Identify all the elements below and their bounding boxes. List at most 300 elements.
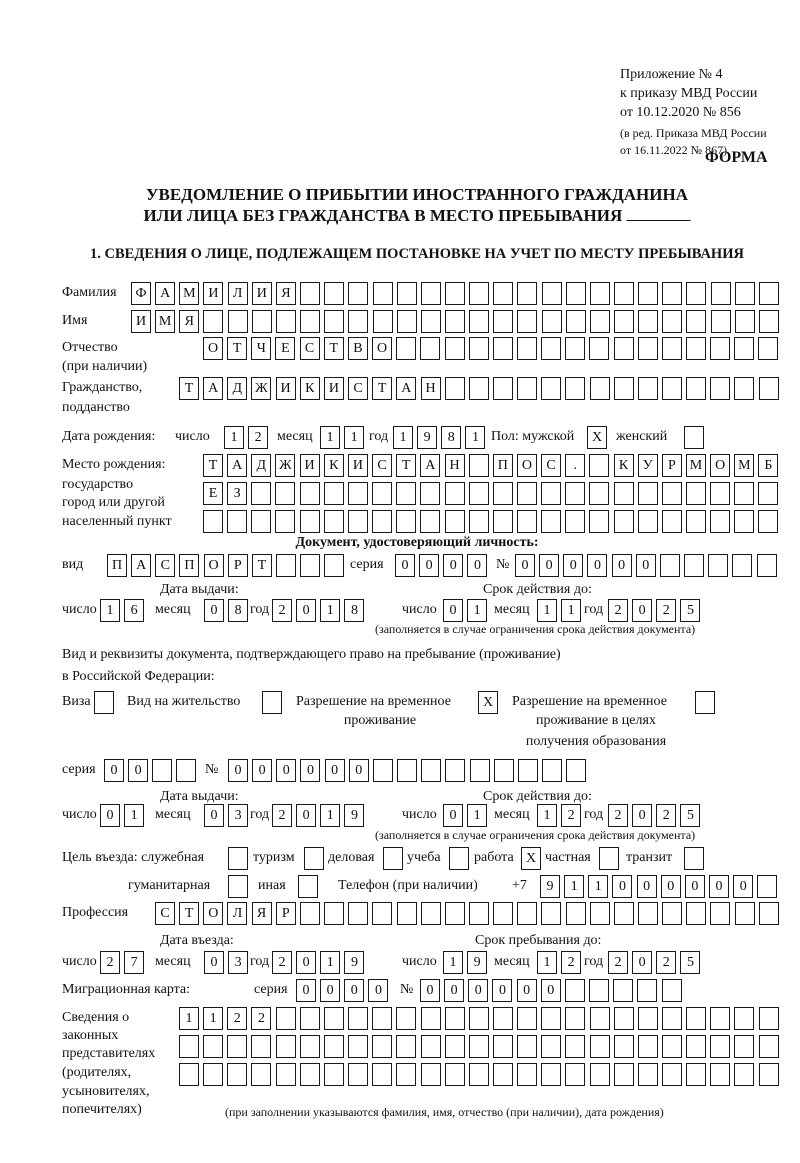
char-cell[interactable]	[708, 554, 728, 577]
char-cell[interactable]	[638, 337, 658, 360]
char-cell[interactable]	[324, 282, 344, 305]
char-cell[interactable]: 0	[420, 979, 440, 1002]
char-cell[interactable]	[735, 310, 755, 333]
char-cell[interactable]	[565, 482, 585, 505]
char-cell[interactable]: Н	[421, 377, 441, 400]
char-cell[interactable]	[662, 1063, 682, 1086]
char-cell[interactable]	[589, 482, 609, 505]
char-cell[interactable]	[637, 979, 657, 1002]
char-cell[interactable]	[517, 282, 537, 305]
char-cell[interactable]: 0	[204, 951, 224, 974]
char-cell[interactable]	[517, 1063, 537, 1086]
char-cell[interactable]	[638, 377, 658, 400]
char-cell[interactable]: 9	[467, 951, 487, 974]
char-cell[interactable]: А	[131, 554, 151, 577]
char-cell[interactable]: П	[107, 554, 127, 577]
char-cell[interactable]	[251, 1063, 271, 1086]
char-cell[interactable]: 0	[515, 554, 535, 577]
char-cell[interactable]: И	[324, 377, 344, 400]
char-cell[interactable]	[397, 282, 417, 305]
char-cell[interactable]: 1	[465, 426, 485, 449]
char-cell[interactable]	[710, 1063, 730, 1086]
char-cell[interactable]	[252, 310, 272, 333]
char-cell[interactable]: О	[203, 902, 223, 925]
char-cell[interactable]	[614, 1035, 634, 1058]
char-cell[interactable]: Р	[228, 554, 248, 577]
char-cell[interactable]	[734, 377, 754, 400]
char-cell[interactable]	[469, 282, 489, 305]
char-cell[interactable]: В	[348, 337, 368, 360]
char-cell[interactable]	[638, 1063, 658, 1086]
char-cell[interactable]	[397, 902, 417, 925]
char-cell[interactable]	[759, 1007, 779, 1030]
char-cell[interactable]: 1	[443, 951, 463, 974]
char-cell[interactable]	[542, 282, 562, 305]
char-cell[interactable]	[638, 310, 658, 333]
char-cell[interactable]	[759, 377, 779, 400]
char-cell[interactable]: 0	[296, 979, 316, 1002]
char-cell[interactable]: 0	[541, 979, 561, 1002]
char-cell[interactable]	[372, 1035, 392, 1058]
char-cell[interactable]: 2	[251, 1007, 271, 1030]
char-cell[interactable]: Т	[396, 454, 416, 477]
char-cell[interactable]	[735, 282, 755, 305]
char-cell[interactable]	[565, 979, 585, 1002]
char-cell[interactable]: 0	[733, 875, 753, 898]
char-cell[interactable]	[565, 1035, 585, 1058]
char-cell[interactable]	[638, 510, 658, 533]
char-cell[interactable]	[276, 554, 296, 577]
char-cell[interactable]	[734, 1035, 754, 1058]
char-cell[interactable]	[638, 482, 658, 505]
char-cell[interactable]: 2	[248, 426, 268, 449]
checkbox-cell[interactable]	[298, 875, 318, 898]
char-cell[interactable]: Ж	[275, 454, 295, 477]
char-cell[interactable]: 9	[344, 951, 364, 974]
char-cell[interactable]: Т	[203, 454, 223, 477]
char-cell[interactable]: Т	[372, 377, 392, 400]
char-cell[interactable]: 0	[276, 759, 296, 782]
char-cell[interactable]: Д	[227, 377, 247, 400]
char-cell[interactable]	[300, 1007, 320, 1030]
char-cell[interactable]: 8	[344, 599, 364, 622]
char-cell[interactable]: 0	[468, 979, 488, 1002]
char-cell[interactable]	[590, 1063, 610, 1086]
char-cell[interactable]: Ж	[251, 377, 271, 400]
checkbox-cell[interactable]	[695, 691, 715, 714]
char-cell[interactable]	[614, 282, 634, 305]
char-cell[interactable]	[300, 482, 320, 505]
char-cell[interactable]: С	[348, 377, 368, 400]
char-cell[interactable]	[348, 1007, 368, 1030]
char-cell[interactable]	[686, 482, 706, 505]
char-cell[interactable]	[565, 1063, 585, 1086]
char-cell[interactable]	[686, 510, 706, 533]
checkbox-cell[interactable]	[684, 847, 704, 870]
char-cell[interactable]	[518, 759, 538, 782]
char-cell[interactable]: 1	[320, 804, 340, 827]
char-cell[interactable]	[276, 1035, 296, 1058]
char-cell[interactable]: 2	[561, 951, 581, 974]
char-cell[interactable]	[614, 1063, 634, 1086]
char-cell[interactable]: 0	[443, 554, 463, 577]
char-cell[interactable]	[445, 282, 465, 305]
char-cell[interactable]	[614, 510, 634, 533]
char-cell[interactable]	[372, 482, 392, 505]
char-cell[interactable]: И	[276, 377, 296, 400]
char-cell[interactable]	[372, 1063, 392, 1086]
char-cell[interactable]: Л	[227, 902, 247, 925]
char-cell[interactable]: 1	[537, 951, 557, 974]
char-cell[interactable]	[541, 482, 561, 505]
char-cell[interactable]	[420, 510, 440, 533]
char-cell[interactable]	[662, 510, 682, 533]
char-cell[interactable]	[469, 1063, 489, 1086]
char-cell[interactable]	[758, 482, 778, 505]
char-cell[interactable]	[445, 1063, 465, 1086]
char-cell[interactable]	[542, 310, 562, 333]
char-cell[interactable]	[517, 1035, 537, 1058]
char-cell[interactable]: 2	[656, 951, 676, 974]
checkbox-cell[interactable]	[684, 426, 704, 449]
char-cell[interactable]	[176, 759, 196, 782]
char-cell[interactable]	[493, 482, 513, 505]
char-cell[interactable]	[300, 282, 320, 305]
char-cell[interactable]: И	[300, 454, 320, 477]
char-cell[interactable]: 0	[636, 554, 656, 577]
char-cell[interactable]: 1	[124, 804, 144, 827]
char-cell[interactable]: 0	[587, 554, 607, 577]
char-cell[interactable]	[493, 902, 513, 925]
char-cell[interactable]	[662, 282, 682, 305]
char-cell[interactable]	[541, 1063, 561, 1086]
char-cell[interactable]: 7	[124, 951, 144, 974]
char-cell[interactable]	[759, 1063, 779, 1086]
char-cell[interactable]	[541, 337, 561, 360]
char-cell[interactable]	[734, 337, 754, 360]
char-cell[interactable]: А	[227, 454, 247, 477]
char-cell[interactable]: Н	[445, 454, 465, 477]
char-cell[interactable]: И	[252, 282, 272, 305]
char-cell[interactable]	[517, 482, 537, 505]
char-cell[interactable]	[710, 482, 730, 505]
char-cell[interactable]	[324, 902, 344, 925]
char-cell[interactable]	[734, 1063, 754, 1086]
char-cell[interactable]: 3	[228, 804, 248, 827]
char-cell[interactable]	[517, 1007, 537, 1030]
checkbox-cell[interactable]: X	[521, 847, 541, 870]
char-cell[interactable]	[662, 482, 682, 505]
char-cell[interactable]	[493, 510, 513, 533]
char-cell[interactable]	[734, 1007, 754, 1030]
char-cell[interactable]	[227, 510, 247, 533]
char-cell[interactable]: 0	[419, 554, 439, 577]
char-cell[interactable]: 1	[564, 875, 584, 898]
char-cell[interactable]	[686, 310, 706, 333]
char-cell[interactable]	[758, 510, 778, 533]
char-cell[interactable]: Т	[324, 337, 344, 360]
char-cell[interactable]	[662, 1007, 682, 1030]
char-cell[interactable]: 1	[393, 426, 413, 449]
char-cell[interactable]	[686, 1063, 706, 1086]
char-cell[interactable]	[541, 377, 561, 400]
char-cell[interactable]: О	[203, 337, 223, 360]
char-cell[interactable]	[348, 482, 368, 505]
char-cell[interactable]: М	[155, 310, 175, 333]
char-cell[interactable]: 0	[100, 804, 120, 827]
char-cell[interactable]: 2	[272, 599, 292, 622]
char-cell[interactable]	[686, 377, 706, 400]
char-cell[interactable]	[493, 1063, 513, 1086]
char-cell[interactable]	[711, 310, 731, 333]
char-cell[interactable]	[324, 1007, 344, 1030]
char-cell[interactable]	[493, 337, 513, 360]
char-cell[interactable]	[662, 337, 682, 360]
char-cell[interactable]	[589, 979, 609, 1002]
char-cell[interactable]: 2	[272, 951, 292, 974]
char-cell[interactable]: И	[131, 310, 151, 333]
char-cell[interactable]: О	[372, 337, 392, 360]
char-cell[interactable]	[686, 1035, 706, 1058]
char-cell[interactable]	[324, 510, 344, 533]
char-cell[interactable]	[251, 1035, 271, 1058]
char-cell[interactable]	[348, 902, 368, 925]
char-cell[interactable]: З	[227, 482, 247, 505]
char-cell[interactable]	[686, 902, 706, 925]
char-cell[interactable]	[300, 1035, 320, 1058]
char-cell[interactable]	[373, 282, 393, 305]
char-cell[interactable]	[348, 282, 368, 305]
char-cell[interactable]	[517, 310, 537, 333]
char-cell[interactable]	[300, 1063, 320, 1086]
char-cell[interactable]	[758, 337, 778, 360]
char-cell[interactable]: И	[348, 454, 368, 477]
char-cell[interactable]: Я	[179, 310, 199, 333]
char-cell[interactable]: 9	[344, 804, 364, 827]
char-cell[interactable]	[614, 310, 634, 333]
char-cell[interactable]	[517, 337, 537, 360]
char-cell[interactable]	[566, 282, 586, 305]
char-cell[interactable]: К	[300, 377, 320, 400]
char-cell[interactable]	[735, 902, 755, 925]
char-cell[interactable]: 0	[204, 599, 224, 622]
char-cell[interactable]: 0	[685, 875, 705, 898]
checkbox-cell[interactable]	[599, 847, 619, 870]
char-cell[interactable]	[686, 282, 706, 305]
char-cell[interactable]: О	[517, 454, 537, 477]
checkbox-cell[interactable]	[449, 847, 469, 870]
char-cell[interactable]: Я	[276, 282, 296, 305]
char-cell[interactable]: 1	[320, 951, 340, 974]
char-cell[interactable]: 0	[563, 554, 583, 577]
char-cell[interactable]: Т	[227, 337, 247, 360]
char-cell[interactable]	[638, 1007, 658, 1030]
char-cell[interactable]	[759, 1035, 779, 1058]
char-cell[interactable]	[469, 310, 489, 333]
char-cell[interactable]	[662, 1035, 682, 1058]
char-cell[interactable]	[662, 310, 682, 333]
char-cell[interactable]	[469, 454, 489, 477]
char-cell[interactable]: С	[155, 554, 175, 577]
char-cell[interactable]: 0	[443, 804, 463, 827]
char-cell[interactable]	[710, 377, 730, 400]
char-cell[interactable]: 0	[632, 599, 652, 622]
char-cell[interactable]: С	[155, 902, 175, 925]
char-cell[interactable]	[203, 1035, 223, 1058]
char-cell[interactable]: 1	[537, 804, 557, 827]
char-cell[interactable]: 0	[632, 951, 652, 974]
char-cell[interactable]	[396, 1007, 416, 1030]
char-cell[interactable]	[759, 310, 779, 333]
char-cell[interactable]	[638, 282, 658, 305]
char-cell[interactable]	[445, 1035, 465, 1058]
char-cell[interactable]: 9	[417, 426, 437, 449]
char-cell[interactable]	[711, 282, 731, 305]
char-cell[interactable]	[638, 902, 658, 925]
char-cell[interactable]	[203, 1063, 223, 1086]
char-cell[interactable]	[590, 282, 610, 305]
char-cell[interactable]	[469, 1035, 489, 1058]
char-cell[interactable]	[541, 1007, 561, 1030]
char-cell[interactable]: 0	[612, 554, 632, 577]
char-cell[interactable]: 0	[228, 759, 248, 782]
char-cell[interactable]	[589, 337, 609, 360]
char-cell[interactable]: 0	[368, 979, 388, 1002]
char-cell[interactable]	[565, 337, 585, 360]
char-cell[interactable]: 0	[349, 759, 369, 782]
char-cell[interactable]	[421, 1007, 441, 1030]
char-cell[interactable]: 0	[612, 875, 632, 898]
char-cell[interactable]: 0	[632, 804, 652, 827]
char-cell[interactable]	[179, 1063, 199, 1086]
char-cell[interactable]	[300, 554, 320, 577]
char-cell[interactable]: 2	[561, 804, 581, 827]
char-cell[interactable]	[421, 1035, 441, 1058]
char-cell[interactable]: С	[372, 454, 392, 477]
char-cell[interactable]	[614, 1007, 634, 1030]
char-cell[interactable]	[662, 377, 682, 400]
char-cell[interactable]: П	[493, 454, 513, 477]
char-cell[interactable]: 0	[492, 979, 512, 1002]
char-cell[interactable]	[300, 902, 320, 925]
char-cell[interactable]	[396, 337, 416, 360]
char-cell[interactable]: 0	[709, 875, 729, 898]
char-cell[interactable]	[469, 1007, 489, 1030]
char-cell[interactable]: 1	[467, 804, 487, 827]
char-cell[interactable]	[662, 902, 682, 925]
char-cell[interactable]	[638, 1035, 658, 1058]
char-cell[interactable]	[324, 310, 344, 333]
char-cell[interactable]	[566, 310, 586, 333]
char-cell[interactable]	[275, 510, 295, 533]
char-cell[interactable]: 1	[344, 426, 364, 449]
char-cell[interactable]	[276, 1007, 296, 1030]
char-cell[interactable]	[565, 1007, 585, 1030]
char-cell[interactable]: 2	[272, 804, 292, 827]
char-cell[interactable]: 1	[179, 1007, 199, 1030]
char-cell[interactable]: 2	[656, 804, 676, 827]
char-cell[interactable]	[445, 337, 465, 360]
char-cell[interactable]	[324, 482, 344, 505]
char-cell[interactable]	[421, 310, 441, 333]
char-cell[interactable]: 0	[344, 979, 364, 1002]
char-cell[interactable]	[420, 337, 440, 360]
char-cell[interactable]: Р	[662, 454, 682, 477]
char-cell[interactable]: Р	[276, 902, 296, 925]
char-cell[interactable]: П	[179, 554, 199, 577]
char-cell[interactable]	[396, 482, 416, 505]
char-cell[interactable]	[590, 1007, 610, 1030]
char-cell[interactable]: А	[155, 282, 175, 305]
char-cell[interactable]	[542, 759, 562, 782]
char-cell[interactable]	[152, 759, 172, 782]
char-cell[interactable]	[493, 310, 513, 333]
char-cell[interactable]	[470, 759, 490, 782]
char-cell[interactable]	[276, 1063, 296, 1086]
char-cell[interactable]	[469, 902, 489, 925]
char-cell[interactable]	[541, 510, 561, 533]
char-cell[interactable]: А	[420, 454, 440, 477]
char-cell[interactable]: 0	[300, 759, 320, 782]
char-cell[interactable]: С	[300, 337, 320, 360]
char-cell[interactable]	[421, 282, 441, 305]
char-cell[interactable]: Е	[275, 337, 295, 360]
char-cell[interactable]: 1	[320, 426, 340, 449]
char-cell[interactable]	[397, 310, 417, 333]
char-cell[interactable]	[324, 1063, 344, 1086]
char-cell[interactable]	[734, 510, 754, 533]
char-cell[interactable]: Я	[252, 902, 272, 925]
char-cell[interactable]	[396, 1035, 416, 1058]
char-cell[interactable]: 0	[467, 554, 487, 577]
char-cell[interactable]	[251, 510, 271, 533]
char-cell[interactable]: 1	[537, 599, 557, 622]
char-cell[interactable]: Б	[758, 454, 778, 477]
char-cell[interactable]	[590, 377, 610, 400]
char-cell[interactable]: К	[614, 454, 634, 477]
char-cell[interactable]	[565, 510, 585, 533]
char-cell[interactable]: О	[710, 454, 730, 477]
char-cell[interactable]	[348, 1035, 368, 1058]
char-cell[interactable]	[614, 377, 634, 400]
char-cell[interactable]: Т	[179, 377, 199, 400]
char-cell[interactable]: А	[203, 377, 223, 400]
char-cell[interactable]	[324, 1035, 344, 1058]
char-cell[interactable]: У	[638, 454, 658, 477]
char-cell[interactable]: 5	[680, 804, 700, 827]
checkbox-cell[interactable]	[94, 691, 114, 714]
char-cell[interactable]: 0	[637, 875, 657, 898]
char-cell[interactable]	[469, 510, 489, 533]
char-cell[interactable]: С	[541, 454, 561, 477]
char-cell[interactable]: 0	[539, 554, 559, 577]
char-cell[interactable]	[566, 759, 586, 782]
char-cell[interactable]	[227, 1063, 247, 1086]
char-cell[interactable]	[421, 1063, 441, 1086]
char-cell[interactable]	[684, 554, 704, 577]
char-cell[interactable]	[251, 482, 271, 505]
char-cell[interactable]	[541, 1035, 561, 1058]
char-cell[interactable]: 0	[661, 875, 681, 898]
char-cell[interactable]	[421, 759, 441, 782]
char-cell[interactable]: 0	[296, 951, 316, 974]
char-cell[interactable]: 1	[203, 1007, 223, 1030]
char-cell[interactable]: .	[565, 454, 585, 477]
char-cell[interactable]: 6	[124, 599, 144, 622]
char-cell[interactable]	[686, 337, 706, 360]
char-cell[interactable]	[589, 510, 609, 533]
char-cell[interactable]: 1	[320, 599, 340, 622]
